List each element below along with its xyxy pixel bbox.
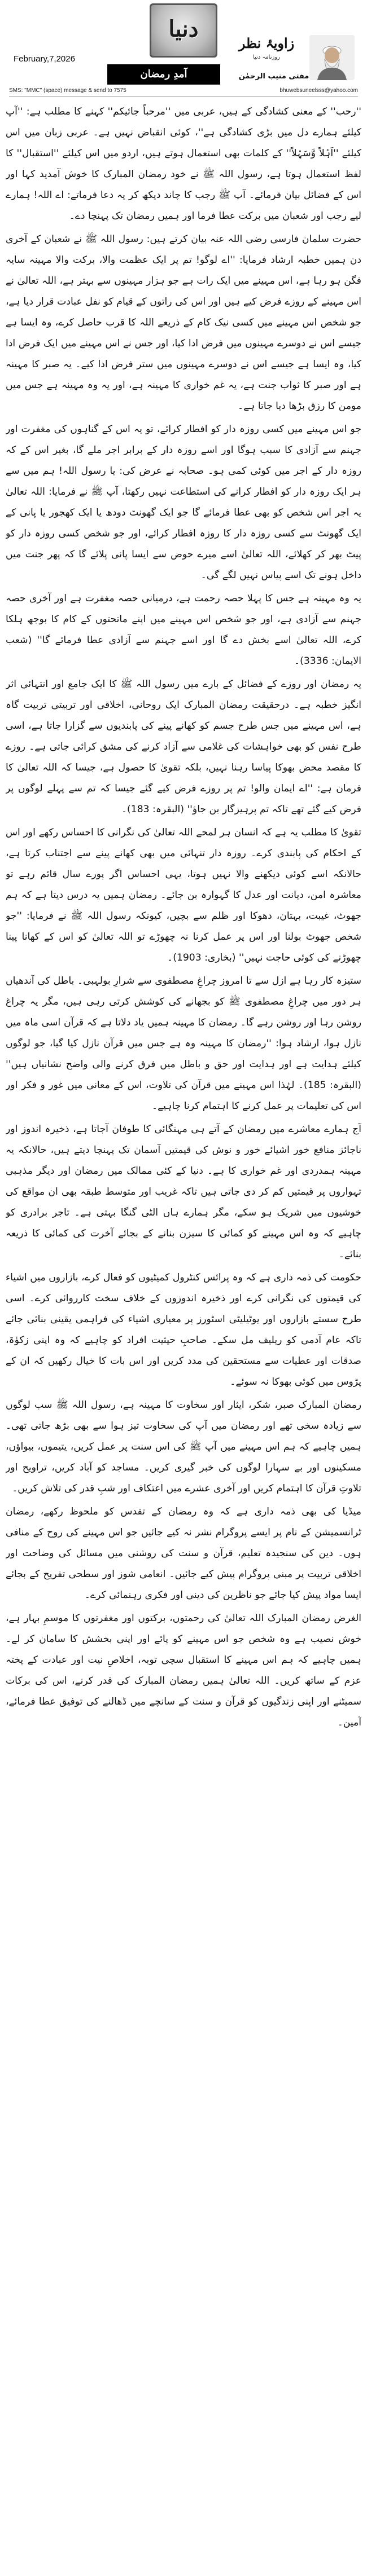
article-paragraph: میڈیا کی بھی ذمہ داری ہے کہ وہ رمضان کے تقدس کو ملحوظ رکھے، رمضان ٹرانسمیشن کے نام پر ایسے پروگرام نشر نہ کیے جائیں جو اس مہینے کی روح کے منافی ہوں۔ دین کی سنجیدہ تعلیم، قرآن و سنت کی روشنی میں مسائل کی وضاحت اور اخلاقی تربیت پر مبنی پروگرام پیش کیے جائیں۔ انعامی شوز اور سطحی تفریح کے بجائے ایسا مواد پیش کیا جائے جو ناظرین کی دینی اور فکری رہنمائی کرے۔ bbox=[6, 1506, 361, 1601]
newspaper-logo bbox=[150, 3, 217, 58]
article-paragraph: یہ رمضان اور روزے کے فضائل کے بارے میں رسول اللہ ﷺ کا ایک جامع اور انتہائی اثر انگیز خطبہ ہے۔ درحقیقت رمضان المبارک ایک روحانی، اخلاقی اور تربیتی تربیت گاہ ہے، اس مہینے میں جس طرح جسم کو کھانے پینے کی پابندیوں سے گزارا جاتا ہے، اسی طرح نفس کو بھی خواہشات کی غلامی سے آزاد کرنے کی مشق کرائی جاتی ہے۔ روزے کا مقصد محض بھوکا پیاسا رہنا نہیں، بلکہ تقویٰ کا حصول ہے، جیسا کہ اللہ تعالیٰ کا فرمان ہے: ''اے ایمان والو! تم پر روزے فرض کیے گئے جیسا کہ تم سے پہلے لوگوں پر فرض کیے گئے تھے تاکہ تم پرہیزگار بن جاؤ'' (البقرہ: 183)۔ bbox=[6, 679, 361, 815]
contact-strip bbox=[9, 86, 358, 97]
column-logo bbox=[229, 35, 304, 67]
column-name: زاویۂ نظر bbox=[238, 35, 295, 51]
article-paragraph: حضرت سلمان فارسی رضی اللہ عنہ بیان کرتے ہیں: رسول اللہ ﷺ نے شعبان کے آخری دن ہمیں خطبہ ارشاد فرمایا: ''اے لوگو! تم پر ایک عظمت والا، برکت والا مہینہ سایہ فگن ہو رہا ہے، اس مہینے میں ایک رات ہے جو ہزار مہینوں سے بہتر ہے، اللہ تعالیٰ نے اس مہینے کے روزے فرض کیے ہیں اور اس کی راتوں کے قیام کو نفل عبادت قرار دیا ہے، جو شخص اس مہینے میں کسی نیک کام کے ذریعے اللہ کا قرب حاصل کرے، وہ ایسا ہے جیسے اس نے دوسرے مہینوں میں فرض ادا کیا، اور جس نے اس مہینے میں ایک فرض ادا کیا، وہ ایسا ہے جیسے اس نے دوسرے مہینوں میں ستر فرض ادا کیے۔ یہ صبر کا مہینہ ہے اور صبر کا ثواب جنت ہے، یہ غم خواری کا مہینہ ہے، اور یہ وہ مہینہ ہے جس میں مومن کا رزق بڑھا دیا جاتا ہے۔ bbox=[6, 234, 361, 412]
article-paragraph: تقویٰ کا مطلب یہ ہے کہ انسان ہر لمحے اللہ تعالیٰ کی نگرانی کا احساس رکھے اور اس کے احکام کی پابندی کرے۔ روزہ دار تنہائی میں بھی کھانے پینے سے اجتناب کرتا ہے، حالانکہ اسے کوئی دیکھنے والا نہیں ہوتا، یہی احساس اگر پورے سال قائم رہے تو معاشرہ امن، دیانت اور عدل کا گہوارہ بن جائے۔ رمضان ہمیں یہ درس دیتا ہے کہ ہم جھوٹ، غیبت، بہتان، دھوکا اور ظلم سے بچیں، کیونکہ رسول اللہ ﷺ نے فرمایا: ''جو شخص جھوٹ بولنا اور اس پر عمل کرنا نہ چھوڑے تو اللہ تعالیٰ کو اس کے کھانا پینا چھوڑنے کی کوئی حاجت نہیں'' (بخاری: 1903)۔ bbox=[6, 827, 361, 963]
logo-text: دنیا bbox=[168, 16, 199, 42]
article-paragraph: جو اس مہینے میں کسی روزہ دار کو افطار کرائے، تو یہ اس کے گناہوں کی مغفرت اور جہنم سے آزادی کا سبب ہوگا اور اسے روزہ دار کے برابر اجر ملے گا، بغیر اس کے کہ روزہ دار کے اجر میں کوئی کمی ہو۔ صحابہ نے عرض کی: یا رسول اللہ! ہم میں سے ہر ایک روزہ دار کو افطار کرانے کی استطاعت نہیں رکھتا، آپ ﷺ نے فرمایا: اللہ تعالیٰ یہ اجر اس شخص کو بھی عطا فرمائے گا جو ایک گھونٹ دودھ یا ایک کھجور یا پانی کے ایک گھونٹ سے کسی روزہ دار کا روزہ افطار کرائے، اور جو شخص کسی روزہ دار کو پیٹ بھر کر کھلائے، اللہ تعالیٰ اسے میرے حوض سے ایسا پانی پلائے گا کہ پھر جنت میں داخل ہونے تک اسے پیاس نہیں لگے گی۔ bbox=[6, 424, 361, 581]
article-paragraph: حکومت کی ذمہ داری ہے کہ وہ پرائس کنٹرول کمیٹیوں کو فعال کرے، بازاروں میں اشیاء کی قیمتوں کی نگرانی کرے اور ذخیرہ اندوزوں کے خلاف سخت کارروائی کرے۔ اسی طرح سستے بازاروں اور یوٹیلیٹی اسٹورز پر معیاری اشیاء کی فراہمی یقینی بنائی جائے تاکہ عام آدمی کو ریلیف مل سکے۔ صاحبِ حیثیت افراد کو چاہیے کہ وہ اپنی زکوٰۃ، صدقات اور عطیات سے مستحقین کی مدد کریں اور اس بات کا خیال رکھیں کہ ان کے پڑوس میں کوئی بھوکا نہ سوئے۔ bbox=[6, 1272, 361, 1388]
article-paragraph: ستیزہ کار رہا ہے ازل سے تا امروز چراغِ مصطفوی سے شرارِ بولہبی۔ باطل کی آندھیاں ہر دور میں چراغِ مصطفوی ﷺ کو بجھانے کی کوشش کرتی رہی ہیں، مگر یہ چراغ روشن رہا اور روشن رہے گا۔ رمضان کا مہینہ ہمیں یاد دلاتا ہے کہ قرآن اسی ماہ میں نازل ہوا، ارشاد ہوا: ''رمضان کا مہینہ وہ ہے جس میں قرآن نازل کیا گیا، جو لوگوں کیلئے ہدایت ہے اور ہدایت اور حق و باطل میں فرق کرنے والی واضح نشانیاں ہیں'' (البقرہ: 185)۔ لہٰذا اس مہینے میں قرآن کی تلاوت، اس کے معانی میں غور و فکر اور اس کی تعلیمات پر عمل کرنے کا اہتمام کرنا چاہیے۔ bbox=[6, 975, 361, 1112]
column-title: آمدِ رمضان bbox=[107, 64, 220, 85]
masthead bbox=[0, 0, 367, 94]
article-paragraph: رمضان المبارک صبر، شکر، ایثار اور سخاوت کا مہینہ ہے، رسول اللہ ﷺ سب لوگوں سے زیادہ سخی تھے اور رمضان میں آپ کی سخاوت تیز ہوا سے بھی بڑھ جاتی تھی۔ ہمیں چاہیے کہ ہم اس مہینے میں آپ ﷺ کی اس سنت پر عمل کریں، یتیموں، بیواؤں، مسکینوں اور بے سہارا لوگوں کی خبر گیری کریں۔ مساجد کو آباد کریں، تراویح اور تلاوتِ قرآن کا اہتمام کریں اور آخری عشرے میں اعتکاف اور شبِ قدر کی تلاش کریں۔ bbox=[6, 1399, 361, 1494]
article-paragraph: ''رحب'' کے معنی کشادگی کے ہیں، عربی میں ''مرحباً جائیکم'' کہنے کا مطلب ہے: ''آپ کیلئے ہمارے دل میں بڑی کشادگی ہے''، کوئی انقباض نہیں ہے۔ عربی زبان میں اس کیلئے ''اَہْلاً وَّسَہْلاً'' کے کلمات بھی استعمال ہوتے ہیں، اردو میں اس کیلئے ''استقبال'' کا لفظ استعمال ہوتا ہے، رسول اللہ ﷺ نے خود رمضان المبارک کا خوش آمدید کہا اور اس کے فضائل بیان فرمائے۔ آپ ﷺ رجب کا چاند دیکھ کر یہ دعا فرماتے: اے اللہ! ہمارے لیے رجب اور شعبان میں برکت عطا فرما اور ہمیں رمضان تک پہنچا دے۔ bbox=[6, 106, 361, 222]
publication-date: February,7,2026 bbox=[14, 54, 75, 64]
author-photo bbox=[309, 35, 355, 80]
author-email: bhuwebsuneelsss@yahoo.com bbox=[279, 87, 358, 94]
column-sub: روزنامہ دنیا bbox=[252, 54, 280, 60]
article-paragraph: آج ہمارے معاشرے میں رمضان کے آتے ہی مہنگائی کا طوفان آجاتا ہے، ذخیرہ اندوز اور ناجائز منافع خور اشیائے خور و نوش کی قیمتیں آسمان تک پہنچا دیتے ہیں، حالانکہ یہ مہینہ ہمدردی اور غم خواری کا ہے۔ دنیا کے کئی ممالک میں رمضان اور دیگر مذہبی تہواروں پر قیمتیں کم کر دی جاتی ہیں تاکہ غریب اور متوسط طبقہ بھی ان مواقع کی خوشیوں میں شریک ہو سکے، مگر ہمارے ہاں الٹی گنگا بہتی ہے۔ تاجر برادری کو چاہیے کہ وہ اس مہینے کو کمائی کا سیزن بنانے کے بجائے آخرت کی کمائی کا ذریعہ بنائے۔ bbox=[6, 1124, 361, 1260]
article-paragraph: الغرض رمضان المبارک اللہ تعالیٰ کی رحمتوں، برکتوں اور مغفرتوں کا موسمِ بہار ہے، خوش نصیب ہے وہ شخص جو اس مہینے کو پائے اور اپنی بخشش کا سامان کر لے۔ ہمیں چاہیے کہ ہم اس مہینے کا استقبال سچی توبہ، اخلاصِ نیت اور عبادت کے پختہ عزم کے ساتھ کریں۔ اللہ تعالیٰ ہمیں رمضان المبارک کی قدر کرنے، اس کی برکات سمیٹنے اور اپنی زندگیوں کو قرآن و سنت کے سانچے میں ڈھالنے کی توفیق عطا فرمائے، آمین۔ bbox=[6, 1613, 361, 1728]
article-paragraph: یہ وہ مہینہ ہے جس کا پہلا حصہ رحمت ہے، درمیانی حصہ مغفرت ہے اور آخری حصہ جہنم سے آزادی ہے، اور جو شخص اس مہینے میں اپنے ماتحتوں کے کام کا بوجھ ہلکا کرے، اللہ تعالیٰ اسے بخش دے گا اور اسے جہنم سے آزادی عطا فرمائے گا'' (شعب الایمان: 3336)۔ bbox=[6, 593, 361, 667]
article-body bbox=[6, 102, 361, 2569]
author-name: مفتی منیب الرحمٰن bbox=[238, 72, 309, 81]
sms-instruction: SMS: "MMC" (space) message & send to 7575 bbox=[9, 87, 126, 94]
author-portrait-icon bbox=[309, 35, 355, 80]
